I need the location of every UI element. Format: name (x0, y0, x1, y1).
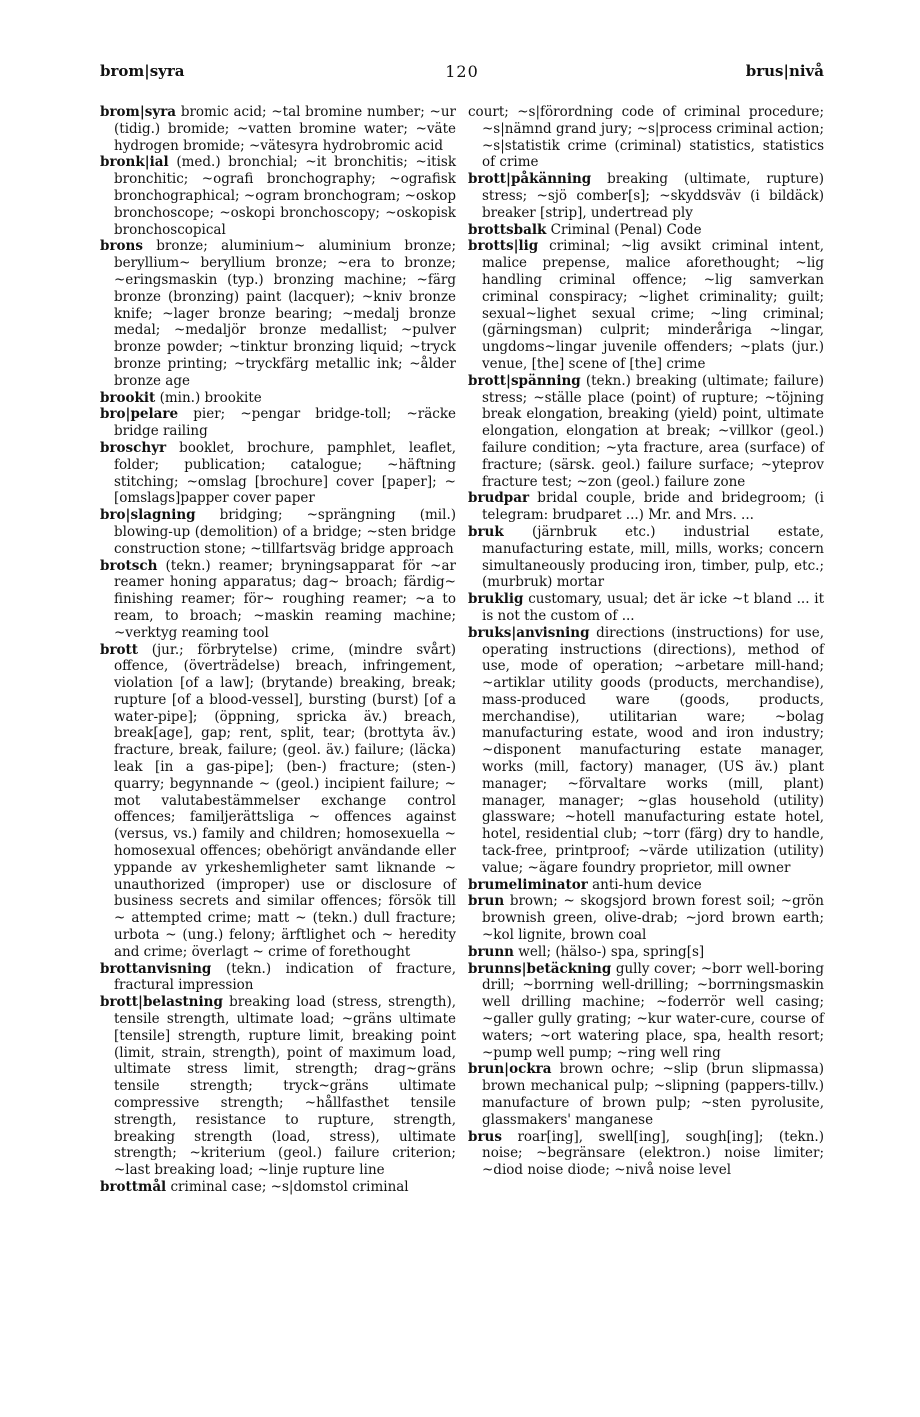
entry-headword: brottmål (100, 1179, 167, 1195)
dictionary-entry (100, 440, 456, 507)
entry-definition: customary, usual; det är icke ~t bland ... it is not the custom of ... (482, 591, 824, 624)
dictionary-entry (100, 994, 456, 1179)
entry-headword: bronk|ial (100, 154, 169, 171)
entry-definition: (med.) bronchial; ~it bronchitis; ~itisk bronchitic; ~ografi bronchography; ~ografisk bronchographical; ~ogram bronchogram; ~oskop bronchoscope; ~oskopi bronchoscopy; ~oskopisk bronchoscopical (114, 154, 457, 238)
entry-headword: brunn (468, 943, 514, 960)
entry-headword: brott|spänning (468, 372, 581, 389)
entry-definition: breaking load (stress, strength), tensile strength, ultimate load; ~gräns ultimate [tensile] strength, rupture limit, breaking point (limit, strain, strength), point of maximum load, ultimate stress limit, strength; drag~gräns tensile strength; tryck~gräns ultimate compressive strength; ~hållfasthet tensile strength, resistance to rupture, strength, breaking strength (load, stress), ultimate strength; ~kriterium (geol.) failure criterion; ~last breaking load; ~linje rupture line (114, 994, 456, 1179)
dictionary-entry (468, 171, 824, 221)
entry-definition: bromic acid; ~tal bromine number; ~ur (tidig.) bromide; ~vatten bromine water; ~väte hydrogen bromide; ~vätesyra hydrobromic acid (114, 104, 456, 154)
entry-headword: brott|belastning (100, 994, 223, 1011)
dictionary-entry (100, 406, 456, 440)
entry-headword: brun (468, 893, 505, 910)
entry-headword: bro|pelare (100, 406, 179, 423)
dictionary-entry (100, 238, 456, 389)
dictionary-entry (468, 1061, 824, 1128)
dictionary-entry (100, 642, 456, 961)
right-column (468, 104, 824, 1179)
entry-headword: brumeliminator (468, 876, 588, 893)
entry-headword: bro|slagning (100, 507, 196, 524)
dictionary-entry (468, 524, 824, 591)
dictionary-entry (468, 490, 824, 524)
dictionary-entry (100, 154, 456, 238)
entry-definition: breaking (ultimate, rupture) stress; ~sjö comber[s]; ~skyddsväv (i bildäck) breaker [strip], undertread ply (482, 171, 824, 221)
entry-definition: (tekn.) indication of fracture, fractural impression (114, 960, 457, 994)
entry-definition: (min.) brookite (159, 389, 262, 406)
dictionary-entry (468, 373, 824, 491)
entry-definition: court; ~s|förordning code of criminal procedure; ~s|nämnd grand jury; ~s|process criminal action; ~s|statistik crime (criminal) statistics, statistics of crime (468, 104, 824, 171)
entry-definition: Criminal (Penal) Code (550, 221, 702, 238)
dictionary-entry (468, 625, 824, 877)
entry-headword: brudpar (468, 490, 530, 507)
dictionary-entry (100, 507, 456, 557)
page-number: 120 (445, 62, 479, 81)
entry-definition: bridal couple, bride and bridegroom; (i telegram: brudparet ...) Mr. and Mrs. ... (482, 490, 824, 524)
left-column (100, 104, 456, 1196)
entry-headword: brottanvisning (100, 960, 212, 977)
entry-definition: pier; ~pengar bridge-toll; ~räcke bridge railing (114, 406, 456, 440)
entry-definition: criminal case; ~s|domstol criminal (170, 1179, 409, 1195)
entry-headword: brun|ockra (468, 1061, 552, 1078)
entry-headword: brom|syra (100, 104, 177, 120)
entry-headword: brott (100, 641, 139, 658)
entry-headword: bruklig (468, 591, 524, 608)
entry-headword: brus (468, 1128, 502, 1145)
entry-definition: anti-hum device (592, 876, 702, 893)
guide-word-left: brom|syra (100, 62, 185, 80)
guide-word-right: brus|nivå (745, 62, 824, 80)
entry-definition: (tekn.) reamer; bryningsapparat för ~ar reamer honing apparatus; dag~ broach; färdig~ finishing reamer; för~ roughing reamer; ~a to ream, to broach; ~maskin reaming machine; ~verktyg reaming tool (114, 557, 456, 641)
dictionary-entry (468, 104, 824, 171)
entry-definition: well; (hälso-) spa, spring[s] (518, 943, 705, 960)
entry-definition: brown; ~ skogsjord brown forest soil; ~grön brownish green, olive-drab; ~jord brown earth; ~kol lignite, brown coal (482, 893, 825, 944)
entry-headword: brons (100, 238, 143, 255)
dictionary-entry (100, 961, 456, 995)
dictionary-entry (468, 591, 824, 625)
entry-definition: bronze; aluminium~ aluminium bronze; beryllium~ beryllium bronze; ~era to bronze; ~eringsmaskin (typ.) bronzing machine; ~färg bronze (bronzing) paint (lacquer); ~kniv bronze knife; ~lager bronze bearing; ~medalj bronze medal; ~medaljör bronze medallist; ~pulver bronze powder; ~tinktur bronzing liquid; ~tryck bronze printing; ~tryckfärg metallic ink; ~ålder bronze age (114, 238, 456, 389)
dictionary-entry (100, 1179, 456, 1196)
entry-definition: (jur.; förbrytelse) crime, (mindre svårt) offence, (överträdelse) breach, infringement, violation [of a law]; (brytande) breaking, break; rupture [of a blood-vessel], bursting (burst) [of a water-pipe]; (öppning, spricka äv.) breach, break[age], gap; rent, split, tear; (brottyta äv.) fracture, break, failure; (geol. äv.) failure; (läcka) leak [in a gas-pipe]; (ben-) fracture; (sten-) quarry; begynnande ~ (geol.) incipient failure; ~ mot valutabestämmelser exchange control offences; familjerättsliga ~ offences against (versus, vs.) family and children; homosexuella ~ homosexual offences; obehörigt användande eller yppande av yrkeshemligheter samt liknande ~ unauthorized (improper) use or disclosure of business secrets and similar offences; försök till ~ attempted crime; matt ~ (tekn.) dull fracture; urbota ~ (ung.) felony; ärftlighet och ~ heredity and crime; överlagt ~ crime of forethought (114, 641, 456, 960)
dictionary-entry (468, 877, 824, 894)
entry-headword: brottsbalk (468, 221, 547, 238)
dictionary-entry (100, 390, 456, 407)
dictionary-entry (468, 893, 824, 943)
entry-headword: brotts|lig (468, 238, 539, 255)
entry-definition: roar[ing], swell[ing], sough[ing]; (tekn.) noise; ~begränsare (elektron.) noise limiter; ~diod noise diode; ~nivå noise level (482, 1128, 824, 1179)
entry-headword: brott|påkänning (468, 171, 592, 188)
entry-definition: (järnbruk etc.) industrial estate, manufacturing estate, mill, mills, works; concern simultaneously producing iron, timber, pulp, etc.; (murbruk) mortar (482, 523, 824, 591)
page-header (100, 62, 824, 86)
dictionary-entry (468, 222, 824, 239)
entry-definition: booklet, brochure, pamphlet, leaflet, folder; publication; catalogue; ~häftning stitching; ~omslag [brochure] cover [paper]; ~[omslags]papper cover paper (114, 439, 456, 507)
entry-definition: bridging; ~sprängning (mil.) blowing-up (demolition) of a bridge; ~sten bridge construction stone; ~tillfartsväg bridge approach (114, 507, 456, 557)
entry-definition: brown ochre; ~slip (brun slipmassa) brown mechanical pulp; ~slipning (pappers-tillv.) manufacture of brown pulp; ~sten pyrolusite, glassmakers' manganese (482, 1061, 824, 1128)
entry-definition: (tekn.) breaking (ultimate; failure) stress; ~ställe place (point) of rupture; ~töjning break elongation, breaking (yield) point, ultimate elongation, elongation at break; ~villkor (geol.) failure condition; ~yta fracture, area (surface) of fracture; (särsk. geol.) failure surface; ~yteprov fracture test; ~zon (geol.) failure zone (482, 372, 824, 490)
entry-headword: bruk (468, 523, 504, 540)
entry-definition: gully cover; ~borr well-boring drill; ~borrning well-drilling; ~borrningsmaskin well drilling machine; ~foderrör well casing; ~galler gully grating; ~kur water-cure, course of waters; ~ort watering place, spa, health resort; ~pump well pump; ~ring well ring (482, 960, 824, 1061)
dictionary-entry (468, 238, 824, 372)
dictionary-entry (468, 944, 824, 961)
entry-headword: broschyr (100, 439, 167, 456)
entry-definition: criminal; ~lig avsikt criminal intent, malice prepense, malice aforethought; ~lig handling criminal offence; ~lig samverkan criminal conspiracy; ~lighet criminality; guilt; sexual~lighet sexual crime; ~ling criminal; (gärningsman) culprit; minderåriga ~lingar, ungdoms~lingar juvenile offenders; ~plats (jur.) venue, [the] scene of [the] crime (482, 238, 824, 372)
dictionary-entry (468, 961, 824, 1062)
entry-headword: brunns|betäckning (468, 960, 612, 977)
dictionary-entry (468, 1129, 824, 1179)
entry-headword: brotsch (100, 557, 158, 574)
entry-headword: bruks|anvisning (468, 624, 590, 641)
entry-definition: directions (instructions) for use, operating instructions (directions), method of use, mode of operation; ~arbetare mill-hand; ~artiklar utility goods (products, merchandise), mass-produced ware (goods, products, merchandise), utilitarian ware; ~bolag manufacturing estate, wood and iron industry; ~disponent manufacturing estate manager, works (mill, factory) manager, (US äv.) plant manager; ~förvaltare works (mill, plant) manager, manager; ~glas household (utility) glassware; ~hotell manufacturing estate hotel, hotel, residential club; ~torr (färg) dry to handle, tack-free, printproof; ~värde utilization (utility) value; ~ägare foundry proprietor, mill owner (482, 624, 824, 876)
entry-headword: brookit (100, 389, 156, 406)
dictionary-entry (100, 558, 456, 642)
dictionary-entry (100, 104, 456, 154)
